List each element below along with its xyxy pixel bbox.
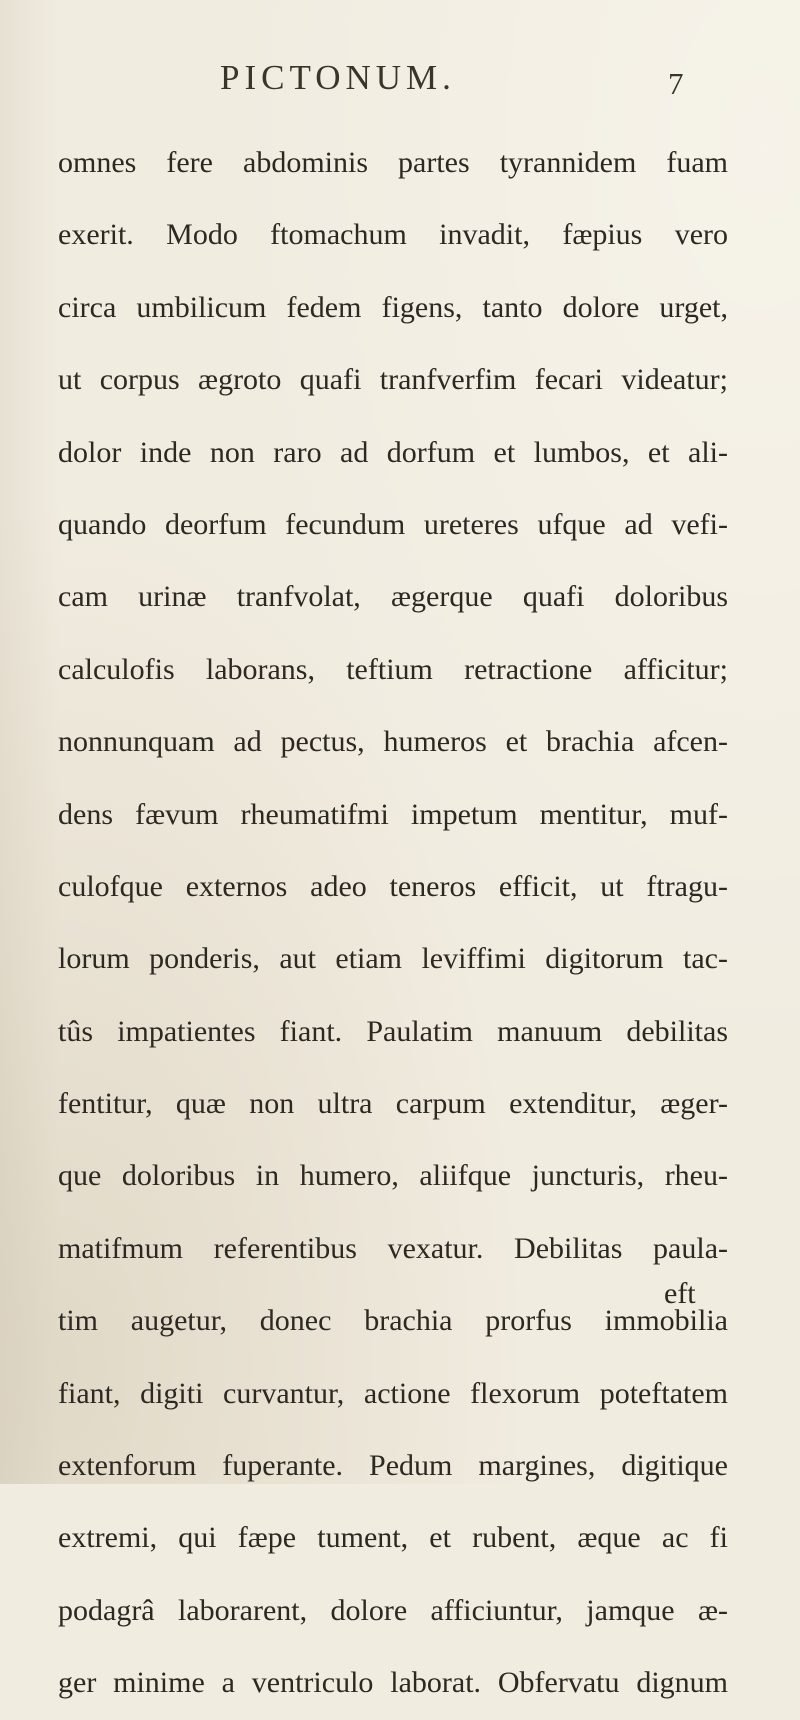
text-line: matifmum referentibus vexatur. Debilitas paula- <box>58 1231 728 1265</box>
text-line: fentitur, quæ non ultra carpum extenditur, æger- <box>58 1087 728 1121</box>
text-line: tûs impatientes fiant. Paulatim manuum debilitas <box>58 1014 728 1048</box>
text-line: quando deorfum fecundum ureteres ufque ad vefi- <box>58 507 728 541</box>
text-line: circa umbilicum fedem figens, tanto dolore urget, <box>58 290 728 324</box>
text-line: ut corpus ægroto quafi tranfverfim fecari videatur; <box>58 363 728 397</box>
running-title: PICTONUM. <box>220 58 456 97</box>
page-number: 7 <box>668 66 684 101</box>
body-text <box>58 127 728 1720</box>
text-line: ger minime a ventriculo laborat. Obfervatu dignum <box>58 1666 728 1700</box>
text-line: que doloribus in humero, aliifque juncturis, rheu- <box>58 1159 728 1193</box>
text-line: calculofis laborans, teftium retractione afficitur; <box>58 652 728 686</box>
text-line: fiant, digiti curvantur, actione flexorum poteftatem <box>58 1376 728 1410</box>
text-line: exerit. Modo ftomachum invadit, fæpius vero <box>58 218 728 252</box>
text-line: podagrâ laborarent, dolore afficiuntur, jamque æ- <box>58 1593 728 1627</box>
text-line: dens fævum rheumatifmi impetum mentitur, muf- <box>58 797 728 831</box>
text-line: nonnunquam ad pectus, humeros et brachia afcen- <box>58 725 728 759</box>
text-line: omnes fere abdominis partes tyrannidem fuam <box>58 146 728 179</box>
text-line: extenforum fuperante. Pedum margines, digitique <box>58 1449 728 1483</box>
text-line: dolor inde non raro ad dorfum et lumbos, et ali- <box>58 435 728 469</box>
text-line: culofque externos adeo teneros efficit, ut ftragu- <box>58 869 728 903</box>
text-line: lorum ponderis, aut etiam leviffimi digitorum tac- <box>58 942 728 976</box>
text-line: extremi, qui fæpe tument, et rubent, æque ac fi <box>58 1521 728 1555</box>
catchword: eft <box>664 1277 696 1310</box>
text-line: tim augetur, donec brachia prorfus immobilia <box>58 1304 728 1338</box>
text-line: cam urinæ tranfvolat, ægerque quafi doloribus <box>58 580 728 614</box>
